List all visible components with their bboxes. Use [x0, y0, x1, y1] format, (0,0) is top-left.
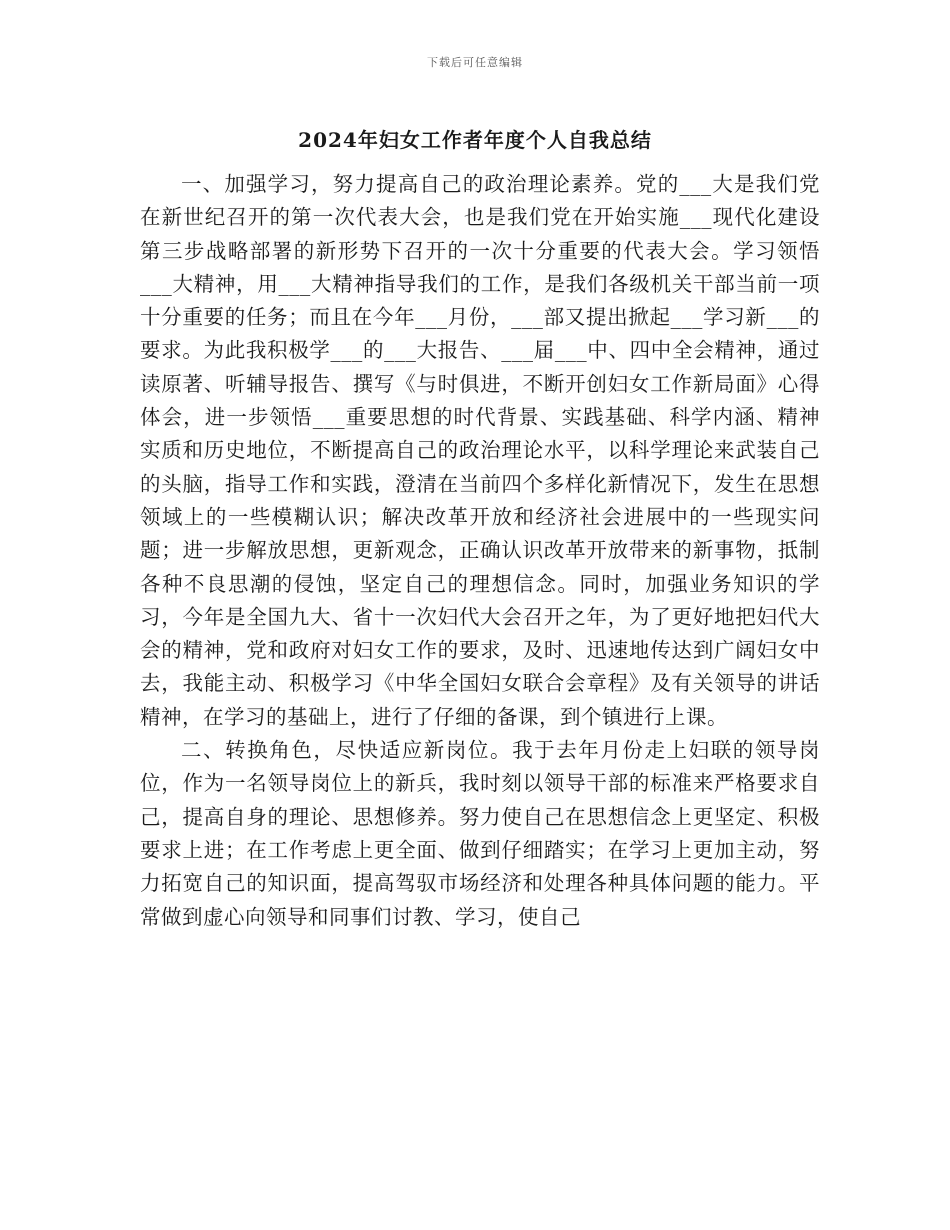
paragraph-2: 二、转换角色，尽快适应新岗位。我于去年月份走上妇联的领导岗位，作为一名领导岗位上的新兵，我时刻以领导干部的标准来严格要求自己，提高自身的理论、思想修养。努力使自己在思想信念上更坚定、积极要求上进；在工作考虑上更全面、做到仔细踏实；在学习上更加主动，努力拓宽自己的知识面，提高驾驭市场经济和处理各种具体问题的能力。平常做到虚心向领导和同事们讨教、学习，使自己	[140, 738, 820, 929]
document-body	[140, 168, 820, 934]
document-title: 2024年妇女工作者年度个人自我总结	[298, 128, 652, 152]
page-header-note: 下载后可任意编辑	[427, 56, 523, 69]
paragraph-1: 一、加强学习，努力提高自己的政治理论素养。党的___大是我们党在新世纪召开的第一次代表大会，也是我们党在开始实施___现代化建设第三步战略部署的新形势下召开的一次十分重要的代表大会。学习领悟___大精神，用___大精神指导我们的工作，是我们各级机关干部当前一项十分重要的任务；而且在今年___月份，___部又提出掀起___学习新___的要求。为此我积极学___的___大报告、___届___中、四中全会精神，通过读原著、听辅导报告、撰写《与时俱进，不断开创妇女工作新局面》心得体会，进一步领悟___重要思想的时代背景、实践基础、科学内涵、精神实质和历史地位，不断提高自己的政治理论水平，以科学理论来武装自己的头脑，指导工作和实践，澄清在当前四个多样化新情况下，发生在思想领域上的一些模糊认识；解决改革开放和经济社会进展中的一些现实问题；进一步解放思想，更新观念，正确认识改革开放带来的新事物，抵制各种不良思潮的侵蚀，坚定自己的理想信念。同时，加强业务知识的学习，今年是全国九大、省十一次妇代大会召开之年，为了更好地把妇代大会的精神，党和政府对妇女工作的要求，及时、迅速地传达到广阔妇女中去，我能主动、积极学习《中华全国妇女联合会章程》及有关领导的讲话精神，在学习的基础上，进行了仔细的备课，到个镇进行上课。	[140, 172, 820, 729]
